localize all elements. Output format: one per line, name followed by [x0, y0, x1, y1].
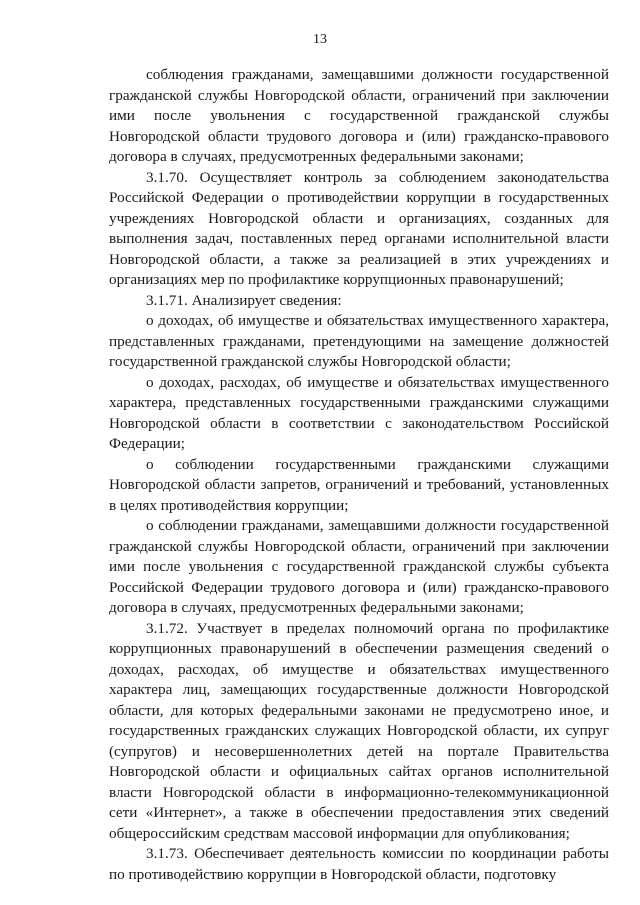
paragraph: о доходах, об имуществе и обязательствах имущественного характера, представленных гражданами, претендующими на замещение должностей государственной гражданской службы Новгородской области;: [109, 312, 609, 370]
document-body: [109, 65, 609, 885]
paragraph: о доходах, расходах, об имуществе и обязательствах имущественного характера, представленных государственными гражданскими служащими Новгородской области в соответствии с законодательством Российской Федерации;: [109, 373, 609, 452]
paragraph: 3.1.70. Осуществляет контроль за соблюдением законодательства Российской Федерации о противодействии коррупции в государственных учреждениях Новгородской области и организациях, созданных для выполнения задач, поставленных перед органами исполнительной власти Новгородской области, а также за реализацией в этих учреждениях и организациях мер по профилактике коррупционных правонарушений;: [109, 168, 609, 288]
paragraph: соблюдения гражданами, замещавшими должности государственной гражданской службы Новгородской области, ограничений при заключении ими после увольнения с государственной гражданской службы Новгородской области трудового договора и (или) гражданско-правового договора в случаях, предусмотренных федеральными законами;: [109, 66, 609, 165]
paragraph: 3.1.73. Обеспечивает деятельность комиссии по координации работы по противодействию коррупции в Новгородской области, подготовку: [109, 845, 609, 883]
paragraph: о соблюдении гражданами, замещавшими должности государственной гражданской службы Новгородской области, ограничений при заключении ими после увольнения с государственной гражданской службы субъекта Российской Федерации трудового договора и (или) гражданско-правового договора в случаях, предусмотренных федеральными законами;: [109, 517, 609, 616]
page-number: 13: [313, 32, 327, 47]
paragraph: 3.1.71. Анализирует сведения:: [146, 291, 342, 309]
paragraph: 3.1.72. Участвует в пределах полномочий органа по профилактике коррупционных правонарушений в обеспечении размещения сведений о доходах, расходах, об имуществе и обязательствах имущественного характера лиц, замещающих государственные должности Новгородской области, для которых федеральными законами не предусмотрено иное, и государственных гражданских служащих Новгородской области, их супруг (супругов) и несовершеннолетних детей на портале Правительства Новгородской области и официальных сайтах органов исполнительной власти Новгородской области в информационно-телекоммуникационной сети «Интернет», а также в обеспечении предоставления этих сведений общероссийским средствам массовой информации для опубликования;: [109, 619, 609, 842]
paragraph: о соблюдении государственными гражданскими служащими Новгородской области запретов, ограничений и требований, установленных в целях противодействия коррупции;: [109, 455, 609, 514]
